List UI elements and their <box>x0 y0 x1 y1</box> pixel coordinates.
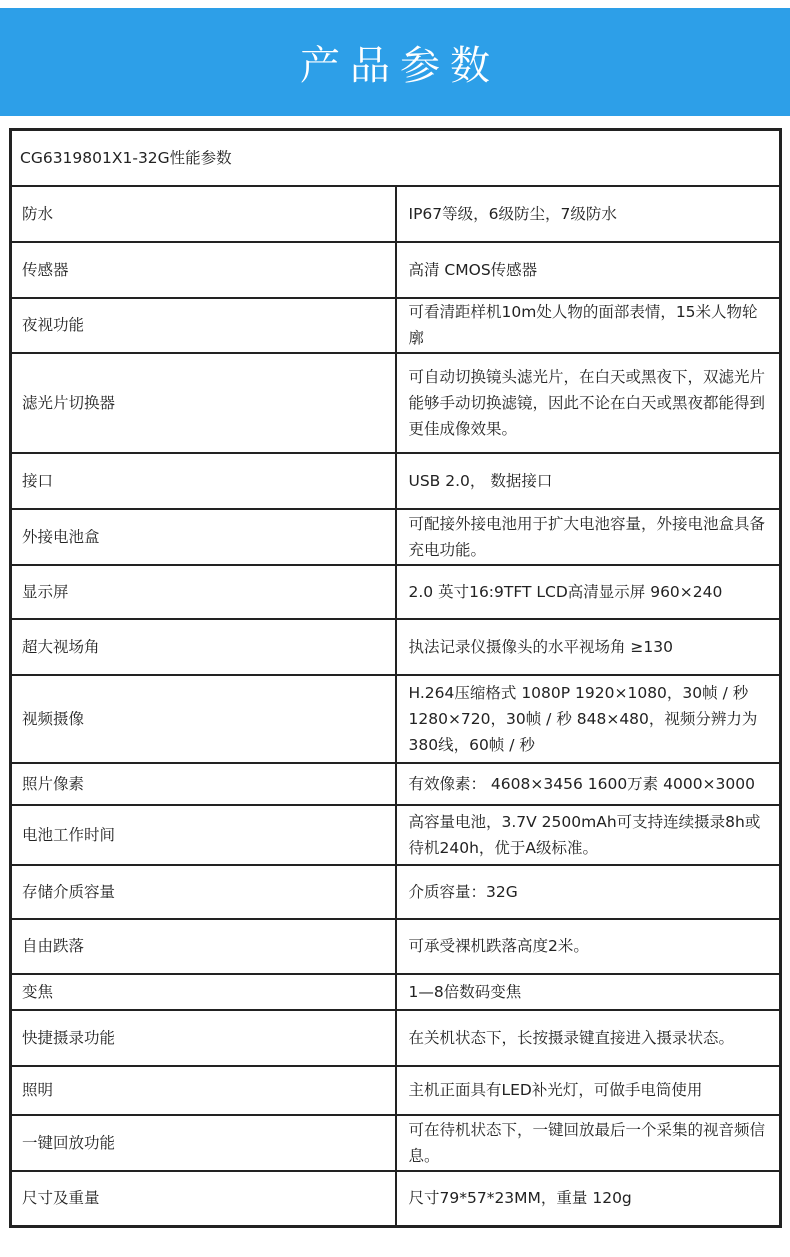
row-label: 显示屏 <box>11 565 396 619</box>
row-value: 尺寸79*57*23MM，重量 120g <box>396 1171 781 1227</box>
row-label: 自由跌落 <box>11 919 396 974</box>
row-value: 有效像素： 4608×3456 1600万素 4000×3000 <box>396 763 781 805</box>
row-label: 变焦 <box>11 974 396 1010</box>
row-value: H.264压缩格式 1080P 1920×1080，30帧 / 秒1280×720，30帧 / 秒 848×480，视频分辨力为380线，60帧 / 秒 <box>396 675 781 763</box>
row-value: 可自动切换镜头滤光片，在白天或黑夜下，双滤光片能够手动切换滤镜，因此不论在白天或黑夜都能得到更佳成像效果。 <box>396 353 781 453</box>
row-value: 2.0 英寸16:9TFT LCD高清显示屏 960×240 <box>396 565 781 619</box>
row-value: 介质容量：32G <box>396 865 781 919</box>
table-row <box>11 865 781 919</box>
row-label: 照片像素 <box>11 763 396 805</box>
table-row <box>11 186 781 242</box>
table-row <box>11 509 781 565</box>
row-value: 高容量电池，3.7V 2500mAh可支持连续摄录8h或待机240h，优于A级标准。 <box>396 805 781 865</box>
title-banner <box>0 8 790 116</box>
table-row <box>11 675 781 763</box>
table-row <box>11 619 781 675</box>
table-row <box>11 1171 781 1227</box>
row-label: 外接电池盒 <box>11 509 396 565</box>
table-row <box>11 565 781 619</box>
row-value: 在关机状态下，长按摄录键直接进入摄录状态。 <box>396 1010 781 1066</box>
row-value: 主机正面具有LED补光灯，可做手电筒使用 <box>396 1066 781 1115</box>
table-row <box>11 1010 781 1066</box>
table-row <box>11 298 781 353</box>
row-label: 滤光片切换器 <box>11 353 396 453</box>
table-row <box>11 242 781 298</box>
row-label: 一键回放功能 <box>11 1115 396 1171</box>
row-value: 1—8倍数码变焦 <box>396 974 781 1010</box>
row-label: 接口 <box>11 453 396 509</box>
spec-table <box>9 128 782 1228</box>
row-label: 电池工作时间 <box>11 805 396 865</box>
table-header: CG6319801X1-32G性能参数 <box>11 130 781 186</box>
table-row <box>11 353 781 453</box>
row-value: 可看清距样机10m处人物的面部表情，15米人物轮廓 <box>396 298 781 353</box>
row-value: IP67等级，6级防尘，7级防水 <box>396 186 781 242</box>
row-label: 存储介质容量 <box>11 865 396 919</box>
row-label: 视频摄像 <box>11 675 396 763</box>
row-label: 照明 <box>11 1066 396 1115</box>
table-row <box>11 1115 781 1171</box>
row-label: 快捷摄录功能 <box>11 1010 396 1066</box>
row-label: 防水 <box>11 186 396 242</box>
table-row <box>11 763 781 805</box>
table-row <box>11 919 781 974</box>
row-value: USB 2.0， 数据接口 <box>396 453 781 509</box>
row-label: 尺寸及重量 <box>11 1171 396 1227</box>
row-value: 高清 CMOS传感器 <box>396 242 781 298</box>
table-row <box>11 974 781 1010</box>
row-value: 可承受裸机跌落高度2米。 <box>396 919 781 974</box>
row-value: 执法记录仪摄像头的水平视场角 ≥130 <box>396 619 781 675</box>
page-title: 产品参数 <box>300 42 500 89</box>
table-row <box>11 453 781 509</box>
table-header-row <box>11 130 781 186</box>
row-value: 可在待机状态下，一键回放最后一个采集的视音频信息。 <box>396 1115 781 1171</box>
row-label: 超大视场角 <box>11 619 396 675</box>
row-label: 夜视功能 <box>11 298 396 353</box>
table-row <box>11 1066 781 1115</box>
row-label: 传感器 <box>11 242 396 298</box>
row-value: 可配接外接电池用于扩大电池容量，外接电池盒具备充电功能。 <box>396 509 781 565</box>
table-row <box>11 805 781 865</box>
